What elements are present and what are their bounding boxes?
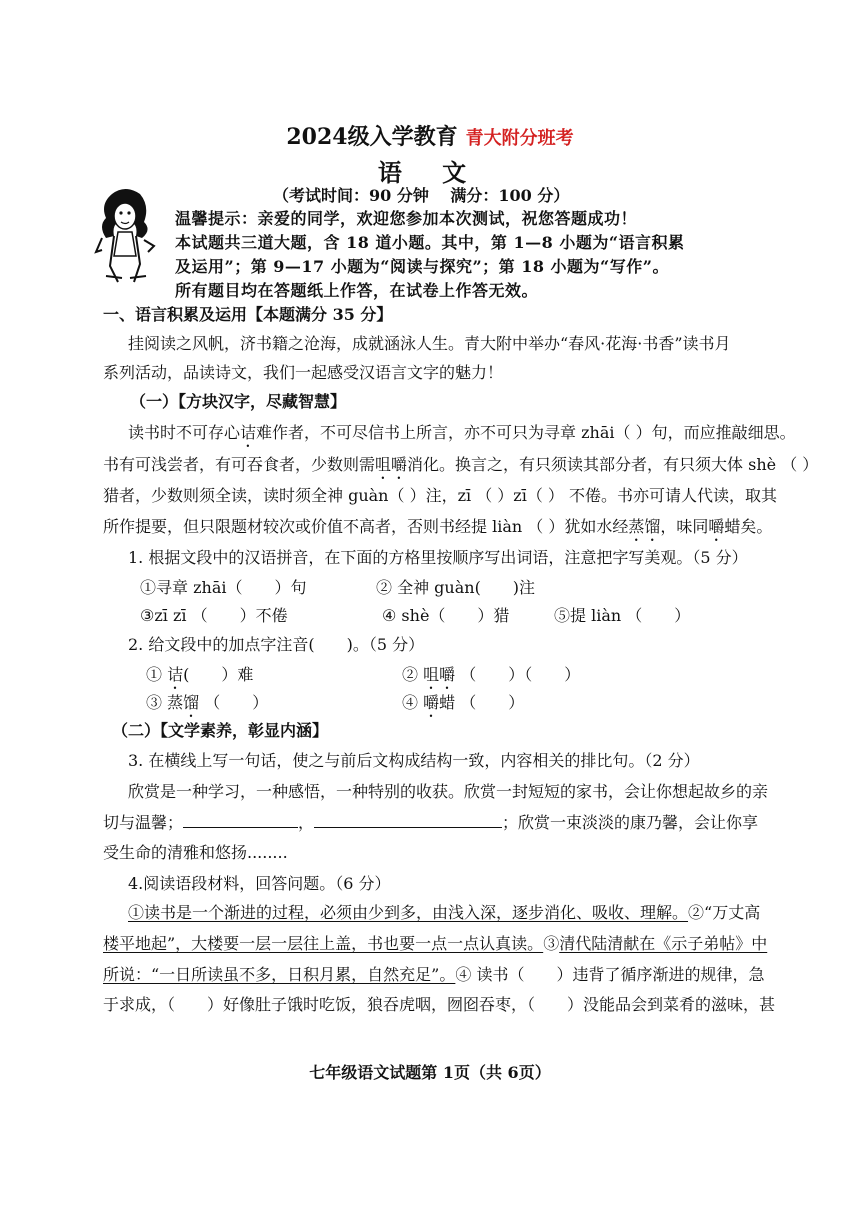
notice-line-4: 所有题目均在答题纸上作答，在试卷上作答无效。 [175, 281, 539, 300]
q2-item-1: ① 诘( ）难 [146, 665, 254, 684]
passage-line-3: 猎者，少数则须全读，读时须全神 guàn（ ）注，zī （ ）zī（ ） 不倦。书亦可请人代读，取其 [103, 486, 778, 505]
question-2: 2. 给文段中的加点字注音( )。（5 分） [128, 635, 425, 654]
q3-text-line-3: 受生命的清雅和悠扬........ [103, 843, 288, 862]
title-red-stamp: 青大附分班考 [465, 128, 574, 149]
q3-text-line-1: 欣赏是一种学习，一种感悟，一种特别的收获。欣赏一封短短的家书，会让你想起故乡的亲 [128, 782, 769, 801]
notice-line-1: 温馨提示：亲爱的同学，欢迎您参加本次测试，祝您答题成功！ [175, 209, 638, 228]
q3-text-part-c: ；欣赏一束淡淡的康乃馨，会让你享 [502, 813, 759, 832]
subject-title: 语 文 [377, 158, 483, 187]
notice-line-3: 及运用”；第 9—17 小题为“阅读与探究”；第 18 小题为“写作”。 [175, 257, 669, 276]
q4-text-line-1: ①读书是一个渐进的过程，必须由少到多，由浅入深，逐步消化、吸收、理解。②“万丈高 [128, 903, 761, 922]
q2-item-3: ③ 蒸馏 （ ） [146, 693, 269, 712]
passage-line-2: 书有可浅尝者，有可吞食者，少数则需咀嚼消化。换言之，有只须读其部分者，有只须大体 shè （ ） [103, 455, 819, 474]
section-1-heading: 一、语言积累及运用【本题满分 35 分】 [103, 305, 393, 324]
part-2-heading: （二）【文学素养，彰显内涵】 [112, 721, 329, 740]
q3-text-line-2 [103, 810, 758, 833]
intro-line-1: 挂阅读之风帆，济书籍之沧海，成就涵泳人生。青大附中举办“春风·花海·书香”读书月 [128, 334, 731, 353]
exam-title [0, 120, 860, 151]
q4-text-line-3: 所说：“一日所读虽不多，日积月累，自然充足”。④ 读书（ ）违背了循序渐进的规律，急 [103, 965, 765, 984]
page-footer: 七年级语文试题第 1页（共 6页） [309, 1063, 551, 1082]
q3-answer-blank-1[interactable] [183, 813, 298, 828]
question-4: 4.阅读语段材料，回答问题。（6 分） [128, 874, 391, 893]
q1-item-1: ①寻章 zhāi（ ）句 [140, 578, 307, 597]
question-3: 3. 在横线上写一句话，使之与前后文构成结构一致，内容相关的排比句。（2 分） [128, 751, 700, 770]
intro-line-2: 系列活动，品读诗文，我们一起感受汉语言文字的魅力！ [103, 363, 504, 382]
q3-text-part-a: 切与温馨； [103, 813, 184, 832]
part-1-heading: （一）【方块汉字，尽藏智慧】 [130, 392, 347, 411]
q2-item-2: ② 咀嚼 （ ）（ ） [402, 665, 581, 684]
q1-item-2: ② 全神 guàn( )注 [376, 578, 536, 597]
q4-text-line-4: 于求成，（ ）好像肚子饿时吃饭，狼吞虎咽，囫囵吞枣，（ ）没能品会到菜肴的滋味，甚 [103, 995, 776, 1014]
q4-text-line-2: 楼平地起”，大楼要一层一层往上盖，书也要一点一点认真读。③清代陆清献在《示子弟帖》中 [103, 934, 768, 953]
question-1: 1. 根据文段中的汉语拼音，在下面的方格里按顺序写出词语，注意把字写美观。（5 分） [128, 548, 748, 567]
q1-item-4: ④ shè（ ）猎 [382, 606, 510, 625]
notice-line-2: 本试题共三道大题，含 18 道小题。其中，第 1—8 小题为“语言积累 [175, 233, 685, 252]
passage-line-4: 所作提要，但只限题材较次或价值不高者，否则书经提 liàn （ ）犹如水经蒸馏，味同嚼蜡矣。 [103, 517, 773, 536]
q1-item-5: ⑤提 liàn （ ） [554, 606, 691, 625]
exam-info: （考试时间：90 分钟 满分：100 分） [273, 186, 570, 205]
q3-answer-blank-2[interactable] [314, 813, 502, 828]
cartoon-student-icon [92, 186, 158, 284]
q3-text-part-b: ， [298, 813, 315, 832]
q2-item-4: ④ 嚼蜡 （ ） [402, 693, 525, 712]
q1-item-3: ③zī zī （ ）不倦 [140, 606, 288, 625]
title-main: 2024级入学教育 [286, 124, 458, 150]
passage-line-1: 读书时不可存心诘难作者，不可尽信书上所言，亦不可只为寻章 zhāi（ ）句，而应推敲细思。 [128, 423, 796, 442]
